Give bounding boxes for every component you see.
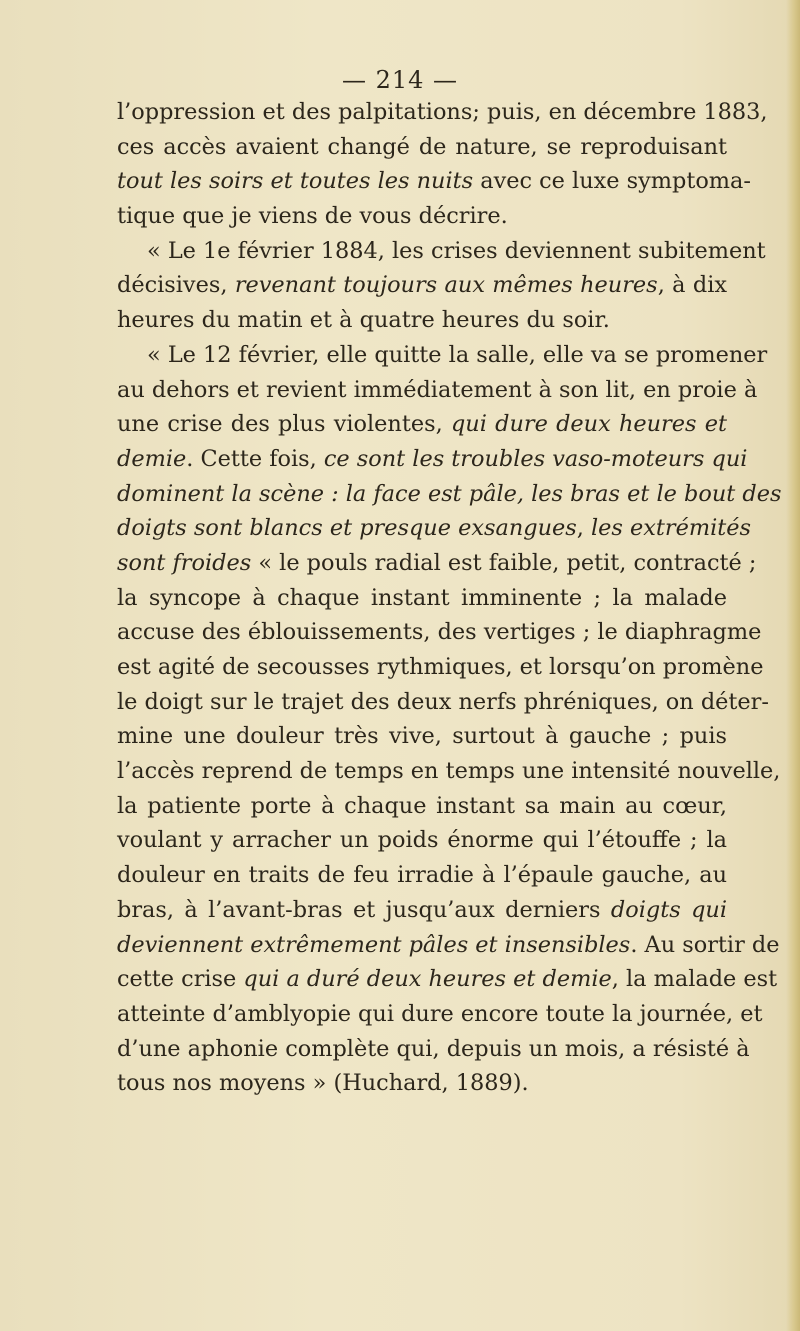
text-segment: douleur en traits de feu irradie à l’épaule gauche, au xyxy=(117,862,727,889)
text-segment: tous nos moyens » (Huchard, 1889). xyxy=(117,1070,529,1097)
italic-text-segment: dominent la scène : la face est pâle, les bras et le bout des xyxy=(117,480,782,507)
italic-text-segment: doigts qui xyxy=(610,896,727,923)
text-segment: heures du matin et à quatre heures du soir. xyxy=(117,307,610,334)
text-line xyxy=(117,1066,727,1101)
text-line xyxy=(117,858,727,893)
text-line xyxy=(117,164,751,199)
text-line xyxy=(117,719,727,754)
text-line xyxy=(117,130,727,165)
text-segment: « Le 12 février, elle quitte la salle, elle va se promener xyxy=(147,341,768,368)
italic-text-segment: qui dure deux heures et xyxy=(450,411,727,438)
italic-text-segment: ce sont les troubles vaso-moteurs qui xyxy=(323,445,748,472)
text-line xyxy=(117,373,758,408)
text-line xyxy=(117,234,766,269)
italic-text-segment: qui a duré deux heures et demie xyxy=(243,966,612,993)
text-segment: cette crise xyxy=(117,966,244,993)
text-segment: . Cette fois, xyxy=(186,445,324,472)
text-line xyxy=(117,546,757,581)
text-line xyxy=(117,789,727,824)
text-line xyxy=(117,928,780,963)
text-line xyxy=(117,962,778,997)
text-line xyxy=(117,615,762,650)
italic-text-segment: deviennent extrêmement pâles et insensibles xyxy=(117,931,631,958)
text-line xyxy=(117,893,727,928)
text-segment: le doigt sur le trajet des deux nerfs phréniques, on déter- xyxy=(117,688,769,715)
text-segment: est agité de secousses rythmiques, et lorsqu’on promène xyxy=(117,654,764,680)
text-segment: voulant y arracher un poids énorme qui l’étouffe ; la xyxy=(117,827,727,854)
text-segment: , xyxy=(576,515,591,542)
italic-text-segment: sont froides xyxy=(117,549,252,576)
text-line xyxy=(117,477,782,512)
text-segment: la syncope à chaque instant imminente ; la malade xyxy=(117,584,727,611)
text-line xyxy=(117,997,763,1032)
text-segment: mine une douleur très vive, surtout à gauche ; puis xyxy=(117,723,727,750)
text-segment: avec ce luxe symptoma- xyxy=(473,168,751,195)
text-line xyxy=(117,650,764,685)
text-line xyxy=(117,268,727,303)
page-edge-shadow xyxy=(786,0,800,1331)
text-segment: ces accès avaient changé de nature, se reproduisant xyxy=(117,133,727,160)
text-line xyxy=(117,511,751,546)
text-segment: décisives, xyxy=(117,272,235,299)
text-segment: une crise des plus violentes, xyxy=(117,411,451,438)
text-line xyxy=(117,823,727,858)
text-segment: bras, à l’avant-bras et jusqu’aux derniers xyxy=(117,896,611,923)
text-line xyxy=(117,754,781,789)
body-text xyxy=(117,95,782,1101)
text-line xyxy=(117,303,727,338)
text-segment: d’une aphonie complète qui, depuis un mois, a résisté à xyxy=(117,1035,750,1062)
italic-text-segment: demie xyxy=(117,445,187,472)
italic-text-segment: revenant toujours aux mêmes heures xyxy=(234,272,658,299)
text-line xyxy=(117,685,769,720)
text-line xyxy=(117,338,768,373)
text-line xyxy=(117,95,768,130)
text-segment: l’oppression et des palpitations; puis, en décembre 1883, xyxy=(117,99,768,125)
text-line xyxy=(117,442,748,477)
text-line xyxy=(117,1032,750,1067)
text-line xyxy=(117,407,727,442)
page-number: — 214 — xyxy=(341,66,459,94)
text-segment: « Le 1e février 1884, les crises deviennent subitement xyxy=(147,237,766,264)
text-segment: , à dix xyxy=(657,272,728,299)
text-segment: l’accès reprend de temps en temps une intensité nouvelle, xyxy=(117,758,781,785)
text-line xyxy=(117,581,727,616)
text-segment: atteinte d’amblyopie qui dure encore toute la journée, et xyxy=(117,1000,763,1027)
text-segment: tique que je viens de vous décrire. xyxy=(117,203,508,230)
text-segment: . Au sortir de xyxy=(630,931,780,958)
italic-text-segment: tout les soirs et toutes les nuits xyxy=(117,168,474,195)
italic-text-segment: doigts sont blancs et presque exsangues xyxy=(117,515,577,542)
text-segment: « le pouls radial est faible, petit, contracté ; xyxy=(251,549,757,576)
text-line xyxy=(117,199,727,234)
italic-text-segment: les extrémités xyxy=(590,515,751,542)
text-segment: accuse des éblouissements, des vertiges ; le diaphragme xyxy=(117,619,762,646)
text-segment: au dehors et revient immédiatement à son lit, en proie à xyxy=(117,376,758,403)
text-segment: la patiente porte à chaque instant sa main au cœur, xyxy=(117,792,727,819)
text-segment: , la malade est xyxy=(611,966,778,993)
